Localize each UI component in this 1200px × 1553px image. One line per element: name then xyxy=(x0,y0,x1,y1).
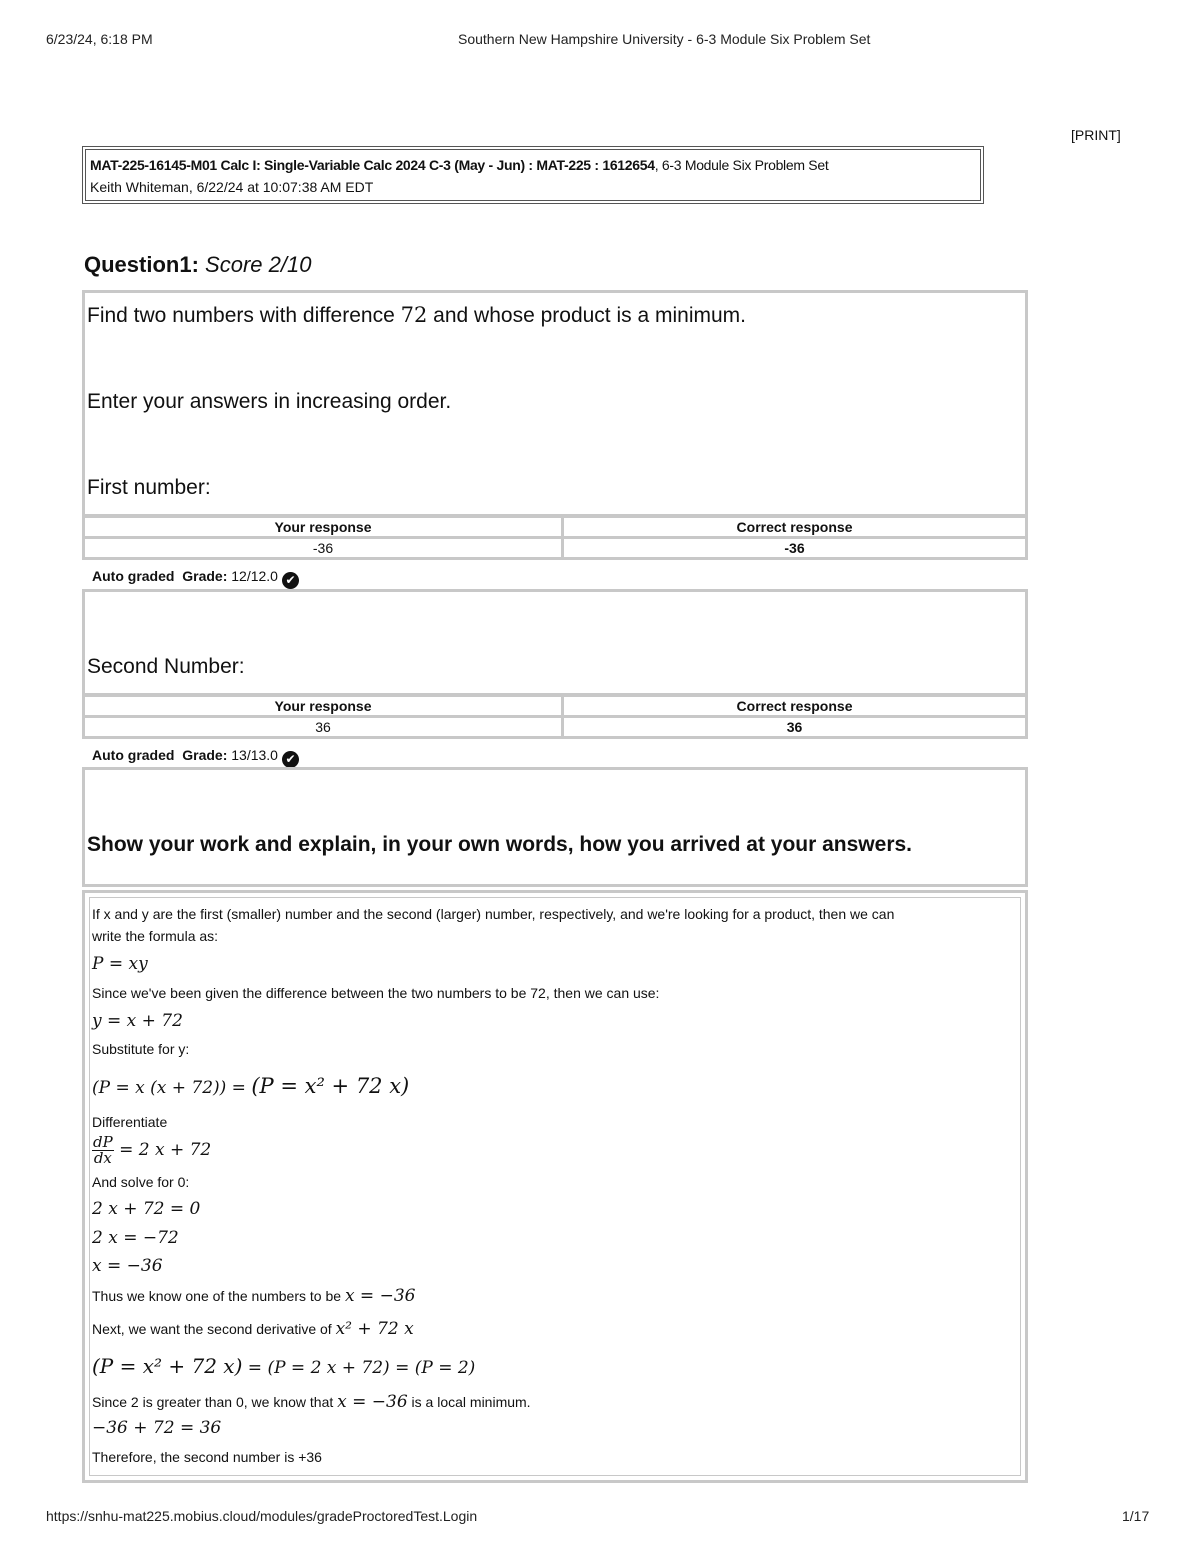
footer-url: https://snhu-mat225.mobius.cloud/modules/gradeProctoredTest.Login xyxy=(46,1508,478,1524)
work-text: Since we've been given the difference between the two numbers to be 72, then we can use: xyxy=(92,985,660,1001)
col-correct-response: Correct response xyxy=(563,696,1027,717)
work-text: If x and y are the first (smaller) number and the second (larger) number, respectively, and we're looking for a product, then we can xyxy=(92,906,895,922)
course-info-box xyxy=(82,146,984,204)
footer-page-number: 1/17 xyxy=(1122,1508,1150,1524)
first-number-label: First number: xyxy=(87,476,211,499)
work-text: Since 2 is greater than 0, we know that x = −36 is a local minimum. xyxy=(92,1392,531,1412)
work-text: And solve for 0: xyxy=(92,1174,190,1190)
question-prompt-panel xyxy=(82,290,1028,517)
col-correct-response: Correct response xyxy=(563,517,1027,538)
print-datetime: 6/23/24, 6:18 PM xyxy=(46,31,153,47)
work-text: Thus we know one of the numbers to be x = −36 xyxy=(92,1286,416,1306)
question-score: Score 2/10 xyxy=(205,252,312,277)
check-circle-icon: ✔ xyxy=(282,751,299,768)
work-math: (P = x² + 72 x) = (P = 2 x + 72) = (P = 2) xyxy=(92,1354,476,1378)
first-grade-line: Auto graded Grade: 12/12.0 ✔ xyxy=(92,568,299,589)
first-your-response: -36 xyxy=(84,538,563,559)
work-math: $\frac{dP}{dx}$ = 2 x + 72 xyxy=(93,1133,212,1167)
question-instruction: Enter your answers in increasing order. xyxy=(87,390,452,413)
work-math: x = −36 xyxy=(92,1256,163,1276)
question-prompt: Find two numbers with difference 72 and whose product is a minimum. xyxy=(87,303,746,327)
work-math: y = x + 72 xyxy=(92,1011,183,1031)
first-response-table xyxy=(82,515,1028,560)
print-link[interactable]: [PRINT] xyxy=(1071,127,1121,143)
work-text: write the formula as: xyxy=(92,928,219,944)
course-title: MAT-225-16145-M01 Calc I: Single-Variable Calc 2024 C-3 (May - Jun) : MAT-225 : 1612654 xyxy=(90,157,655,173)
col-your-response: Your response xyxy=(84,696,563,717)
check-circle-icon: ✔ xyxy=(282,572,299,589)
work-text: Next, we want the second derivative of x² + 72 x xyxy=(92,1319,414,1339)
work-math: 2 x + 72 = 0 xyxy=(92,1199,201,1219)
col-your-response: Your response xyxy=(84,517,563,538)
second-number-label: Second Number: xyxy=(87,655,245,678)
assignment-title: , 6-3 Module Six Problem Set xyxy=(654,157,829,173)
work-prompt: Show your work and explain, in your own words, how you arrived at your answers. xyxy=(87,833,912,856)
second-number-panel xyxy=(82,589,1028,696)
question-heading xyxy=(84,252,311,278)
second-grade-line: Auto graded Grade: 13/13.0 ✔ xyxy=(92,747,299,768)
work-text: Therefore, the second number is +36 xyxy=(92,1449,322,1465)
work-math: (P = x (x + 72)) = (P = x² + 72 x) xyxy=(92,1074,410,1098)
work-math: −36 + 72 = 36 xyxy=(92,1418,222,1438)
question-label: Question1: xyxy=(84,252,199,277)
work-text: Differentiate xyxy=(92,1114,168,1130)
work-text: Substitute for y: xyxy=(92,1041,190,1057)
second-response-table xyxy=(82,694,1028,739)
second-correct-response: 36 xyxy=(563,717,1027,738)
second-your-response: 36 xyxy=(84,717,563,738)
print-title: Southern New Hampshire University - 6-3 Module Six Problem Set xyxy=(458,31,871,47)
work-math: P = xy xyxy=(92,954,148,974)
first-correct-response: -36 xyxy=(563,538,1027,559)
work-math: 2 x = −72 xyxy=(92,1228,179,1248)
work-prompt-panel xyxy=(82,767,1028,887)
student-work-box xyxy=(82,890,1028,1483)
student-line: Keith Whiteman, 6/22/24 at 10:07:38 AM EDT xyxy=(90,179,374,195)
